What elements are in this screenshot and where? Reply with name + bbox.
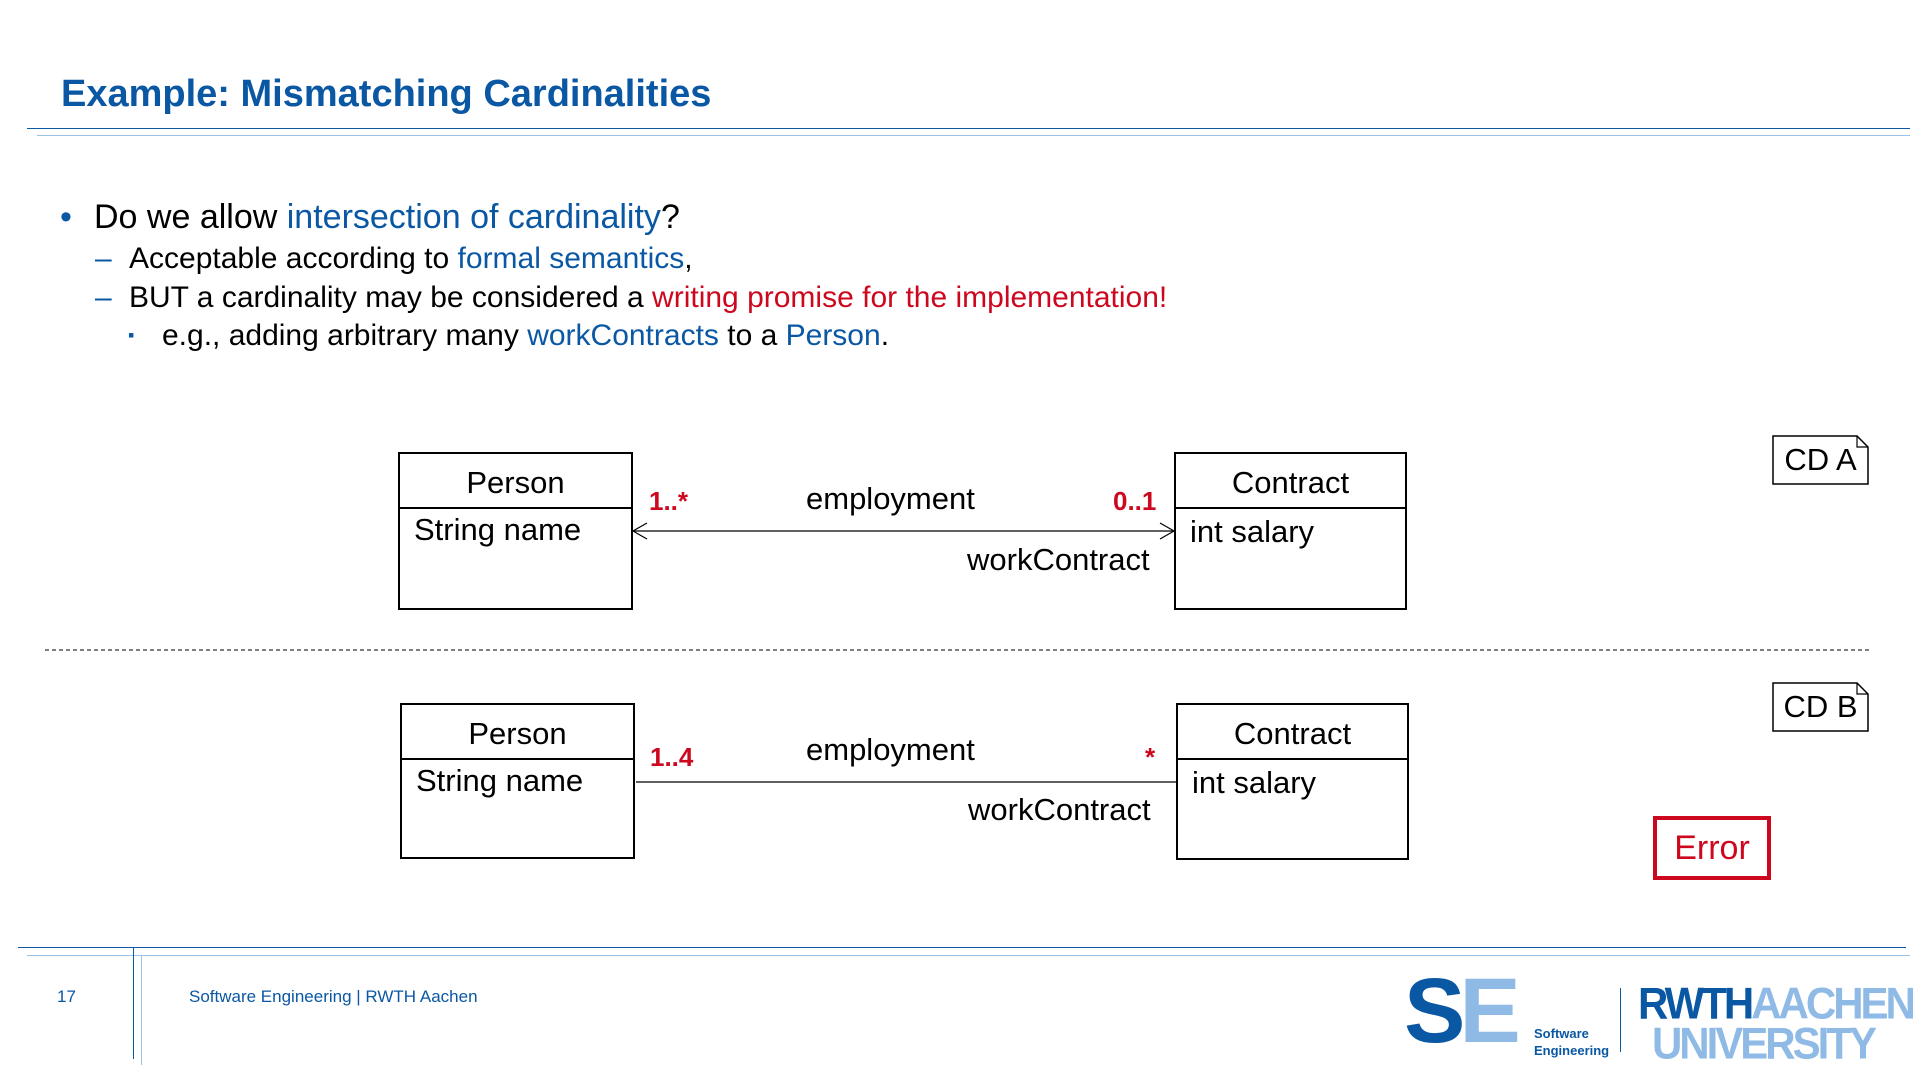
highlight-text: workContracts [527,319,719,352]
diagram-tag-label: CD B [1783,689,1858,724]
class-attribute: int salary [1192,765,1317,800]
footer-rule-thin [27,955,1910,956]
class-attribute: String name [414,512,582,547]
cardinality-left: 1..* [649,486,689,516]
class-box-person [400,703,635,859]
class-box-person [398,452,633,610]
diagram-tag-cd-b [1772,682,1869,732]
diagram-tag-cd-a [1772,435,1869,485]
diagram-tag-label: CD A [1784,442,1857,477]
footer-text: Software Engineering | RWTH Aachen [189,987,478,1006]
bullet-text: Do we allow intersection of cardinality? [94,198,680,236]
cardinality-right: 0..1 [1113,486,1157,516]
bullet-text: BUT a cardinality may be considered a writing promise for the implementation! [129,281,1168,314]
page-number: 17 [57,987,76,1006]
highlight-text: writing promise for the implementation! [652,281,1168,314]
association-name: employment [806,481,975,516]
bullet-marker: • [60,198,72,236]
bullet-text: e.g., adding arbitrary many workContracts to a Person. [162,319,890,352]
class-name: Contract [1178,705,1407,760]
class-attribute: int salary [1190,514,1315,549]
class-box-contract [1176,703,1409,860]
class-box-contract [1174,452,1407,610]
slide-title: Example: Mismatching Cardinalities [61,73,712,115]
logo-divider [1620,988,1621,1052]
association-name: employment [806,732,975,767]
rwth-logo-line2: UNIVERSITY [1651,1018,1874,1069]
footer-divider [133,947,134,1059]
footer-rule [18,947,1906,948]
class-name: Person [400,454,631,509]
highlight-text: Person [785,319,881,352]
bullet-marker: – [95,242,112,275]
rwth-logo-line1: RWTHAACHEN [1638,978,1913,1029]
footer-divider-thin [141,955,142,1065]
highlight-text: formal semantics [457,242,685,275]
se-logo-mark: SE [1404,960,1515,1062]
cardinality-left: 1..4 [650,742,694,772]
role-name: workContract [967,542,1150,577]
class-name: Contract [1176,454,1405,509]
bullet-marker: ▪ [128,325,135,345]
bullet-text: Acceptable according to formal semantics, [129,242,693,275]
class-name: Person [402,705,633,760]
role-name: workContract [968,792,1151,827]
rwth-logo [1638,978,1913,1069]
error-label: Error [1653,816,1771,880]
bullet-marker: – [95,281,112,314]
cardinality-right: * [1145,742,1156,772]
highlight-text: intersection of cardinality [286,198,661,236]
class-attribute: String name [416,763,584,798]
se-logo-caption: Software Engineering [1534,1026,1610,1058]
